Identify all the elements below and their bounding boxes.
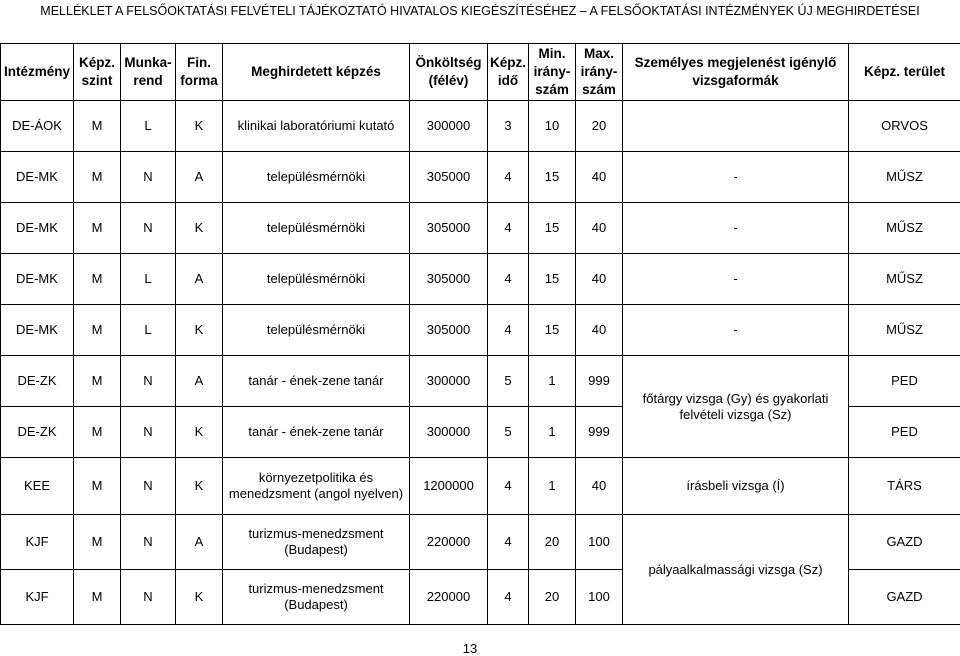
cell-ido: 4 — [488, 305, 529, 356]
cell-onkoltseg: 220000 — [410, 570, 488, 625]
cell-onkoltseg: 305000 — [410, 254, 488, 305]
programs-table — [0, 43, 960, 625]
cell-ido: 4 — [488, 458, 529, 515]
cell-ido: 4 — [488, 254, 529, 305]
cell-terulet: ORVOS — [849, 101, 960, 152]
table-row — [1, 254, 960, 305]
cell-szint: M — [74, 515, 121, 570]
cell-min: 15 — [529, 305, 576, 356]
cell-intezmeny: KEE — [1, 458, 74, 515]
cell-fin: K — [176, 305, 223, 356]
table-row — [1, 152, 960, 203]
cell-vizsga: - — [623, 254, 849, 305]
cell-intezmeny: DE-MK — [1, 203, 74, 254]
cell-fin: A — [176, 515, 223, 570]
cell-intezmeny: DE-ÁOK — [1, 101, 74, 152]
page-number: 13 — [462, 641, 478, 656]
cell-fin: A — [176, 254, 223, 305]
cell-szint: M — [74, 458, 121, 515]
cell-min: 10 — [529, 101, 576, 152]
col-fin-forma: Fin. forma — [176, 44, 223, 101]
cell-min: 20 — [529, 515, 576, 570]
cell-min: 20 — [529, 570, 576, 625]
cell-szint: M — [74, 356, 121, 407]
cell-fin: A — [176, 152, 223, 203]
cell-kepzes: környezetpolitika és menedzsment (angol nyelven) — [223, 458, 410, 515]
cell-onkoltseg: 305000 — [410, 203, 488, 254]
cell-max: 40 — [576, 152, 623, 203]
cell-min: 1 — [529, 407, 576, 458]
cell-intezmeny: KJF — [1, 515, 74, 570]
cell-intezmeny: DE-ZK — [1, 356, 74, 407]
cell-fin: K — [176, 203, 223, 254]
cell-szint: M — [74, 203, 121, 254]
cell-kepzes: településmérnöki — [223, 152, 410, 203]
cell-ido: 5 — [488, 356, 529, 407]
cell-min: 15 — [529, 203, 576, 254]
cell-munkarend: N — [121, 515, 176, 570]
cell-ido: 4 — [488, 515, 529, 570]
col-munkarend: Munka-rend — [121, 44, 176, 101]
cell-ido: 4 — [488, 570, 529, 625]
cell-max: 40 — [576, 458, 623, 515]
cell-max: 999 — [576, 407, 623, 458]
cell-ido: 5 — [488, 407, 529, 458]
col-meghirdetett-kepzes: Meghirdetett képzés — [223, 44, 410, 101]
cell-onkoltseg: 300000 — [410, 356, 488, 407]
page-header — [0, 4, 960, 18]
cell-kepzes: tanár - ének-zene tanár — [223, 407, 410, 458]
col-onkoltseg: Önköltség (félév) — [410, 44, 488, 101]
cell-fin: K — [176, 458, 223, 515]
cell-onkoltseg: 220000 — [410, 515, 488, 570]
col-kepz-ido: Képz. idő — [488, 44, 529, 101]
cell-kepzes: településmérnöki — [223, 203, 410, 254]
cell-szint: M — [74, 152, 121, 203]
cell-terulet: TÁRS — [849, 458, 960, 515]
cell-intezmeny: KJF — [1, 570, 74, 625]
cell-szint: M — [74, 254, 121, 305]
cell-vizsga — [623, 101, 849, 152]
cell-munkarend: L — [121, 101, 176, 152]
cell-min: 15 — [529, 254, 576, 305]
col-kepz-terulet: Képz. terület — [849, 44, 960, 101]
cell-onkoltseg: 300000 — [410, 101, 488, 152]
cell-terulet: MŰSZ — [849, 152, 960, 203]
cell-intezmeny: DE-MK — [1, 254, 74, 305]
cell-munkarend: N — [121, 407, 176, 458]
cell-munkarend: N — [121, 458, 176, 515]
table-row — [1, 515, 960, 570]
cell-terulet: PED — [849, 407, 960, 458]
cell-fin: K — [176, 101, 223, 152]
page-header-text: MELLÉKLET A FELSŐOKTATÁSI FELVÉTELI TÁJÉKOZTATÓ HIVATALOS KIEGÉSZÍTÉSÉHEZ – A FELSŐOKTATÁSI INTÉZMÉNYEK ÚJ MEGHIRDETÉSEI — [40, 4, 920, 18]
cell-max: 100 — [576, 515, 623, 570]
cell-terulet: GAZD — [849, 570, 960, 625]
col-kepz-szint: Képz. szint — [74, 44, 121, 101]
cell-munkarend: L — [121, 254, 176, 305]
cell-vizsga: főtárgy vizsga (Gy) és gyakorlati felvételi vizsga (Sz) — [623, 356, 849, 458]
cell-szint: M — [74, 101, 121, 152]
cell-ido: 4 — [488, 203, 529, 254]
cell-munkarend: N — [121, 203, 176, 254]
cell-intezmeny: DE-ZK — [1, 407, 74, 458]
col-vizsgaformak: Személyes megjelenést igénylő vizsgaformák — [623, 44, 849, 101]
cell-ido: 3 — [488, 101, 529, 152]
cell-kepzes: tanár - ének-zene tanár — [223, 356, 410, 407]
cell-munkarend: N — [121, 356, 176, 407]
cell-vizsga: írásbeli vizsga (Í) — [623, 458, 849, 515]
table-row — [1, 101, 960, 152]
cell-max: 40 — [576, 203, 623, 254]
table-row — [1, 356, 960, 407]
cell-munkarend: L — [121, 305, 176, 356]
cell-ido: 4 — [488, 152, 529, 203]
cell-min: 1 — [529, 356, 576, 407]
cell-fin: K — [176, 407, 223, 458]
cell-max: 20 — [576, 101, 623, 152]
cell-terulet: MŰSZ — [849, 305, 960, 356]
cell-onkoltseg: 1200000 — [410, 458, 488, 515]
cell-min: 15 — [529, 152, 576, 203]
cell-terulet: GAZD — [849, 515, 960, 570]
table-row — [1, 458, 960, 515]
table-row — [1, 305, 960, 356]
cell-terulet: PED — [849, 356, 960, 407]
cell-munkarend: N — [121, 570, 176, 625]
cell-munkarend: N — [121, 152, 176, 203]
cell-terulet: MŰSZ — [849, 254, 960, 305]
cell-fin: K — [176, 570, 223, 625]
table-header-row — [1, 44, 960, 101]
table-row — [1, 203, 960, 254]
cell-kepzes: turizmus-menedzsment (Budapest) — [223, 570, 410, 625]
cell-vizsga: - — [623, 203, 849, 254]
cell-kepzes: turizmus-menedzsment (Budapest) — [223, 515, 410, 570]
cell-onkoltseg: 300000 — [410, 407, 488, 458]
cell-vizsga: pályaalkalmassági vizsga (Sz) — [623, 515, 849, 625]
cell-szint: M — [74, 305, 121, 356]
col-min-iranyszam: Min. irány-szám — [529, 44, 576, 101]
cell-onkoltseg: 305000 — [410, 305, 488, 356]
cell-kepzes: településmérnöki — [223, 305, 410, 356]
cell-szint: M — [74, 407, 121, 458]
cell-vizsga: - — [623, 152, 849, 203]
col-max-iranyszam: Max. irány-szám — [576, 44, 623, 101]
cell-terulet: MŰSZ — [849, 203, 960, 254]
cell-max: 40 — [576, 254, 623, 305]
cell-vizsga: - — [623, 305, 849, 356]
cell-min: 1 — [529, 458, 576, 515]
cell-kepzes: településmérnöki — [223, 254, 410, 305]
cell-kepzes: klinikai laboratóriumi kutató — [223, 101, 410, 152]
cell-intezmeny: DE-MK — [1, 152, 74, 203]
cell-intezmeny: DE-MK — [1, 305, 74, 356]
cell-max: 40 — [576, 305, 623, 356]
cell-fin: A — [176, 356, 223, 407]
cell-onkoltseg: 305000 — [410, 152, 488, 203]
col-intezmeny: Intézmény — [1, 44, 74, 101]
cell-max: 100 — [576, 570, 623, 625]
cell-szint: M — [74, 570, 121, 625]
cell-max: 999 — [576, 356, 623, 407]
